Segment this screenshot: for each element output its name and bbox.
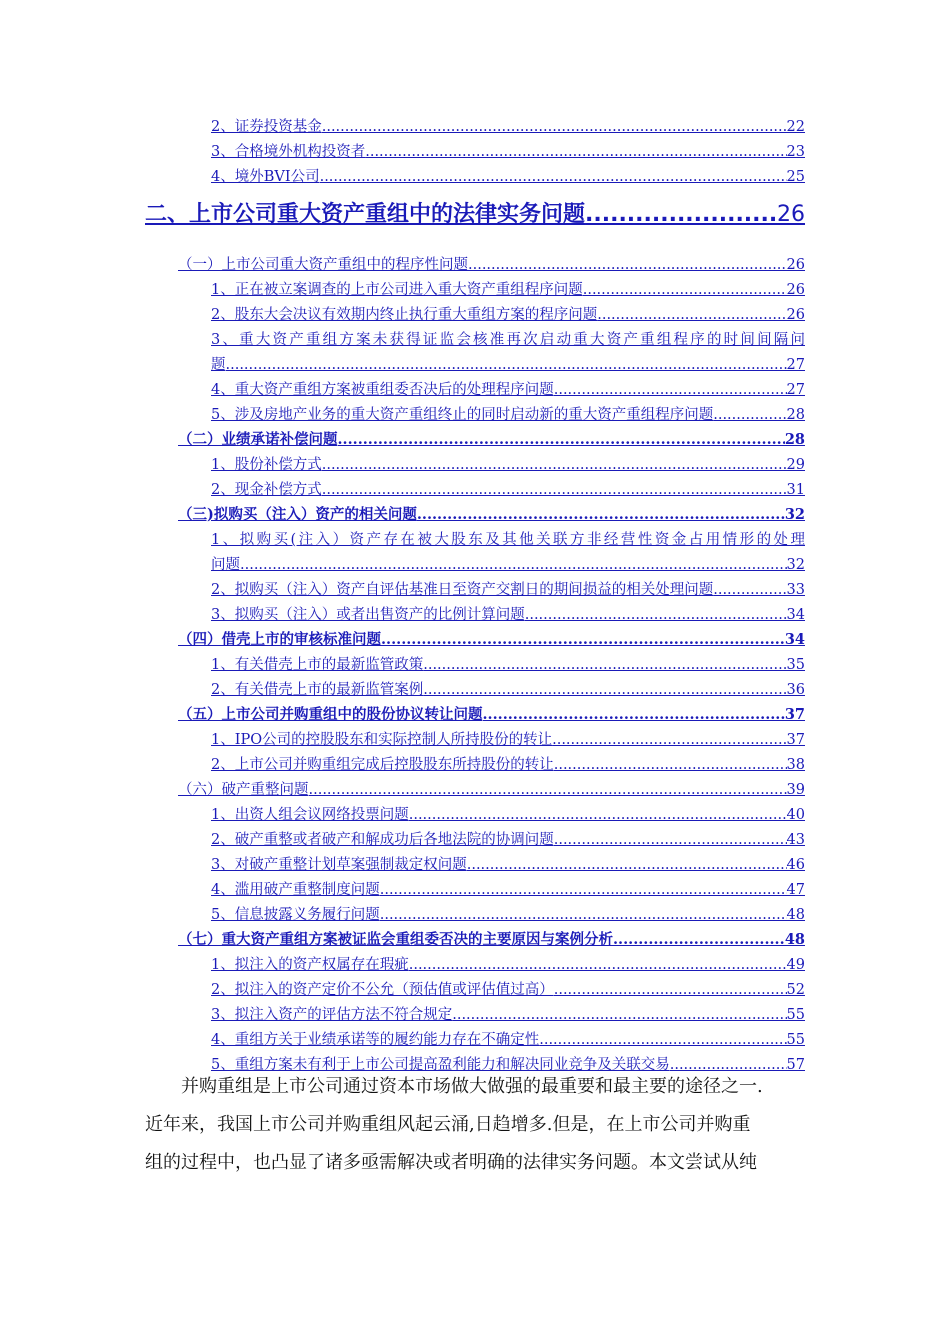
toc-leader-dots (713, 406, 786, 424)
body-text-line: 组的过程中，也凸显了诸多亟需解决或者明确的法律实务问题。本文尝试从纯 (145, 1152, 757, 1173)
toc-entry-label: 1、股份补偿方式 (211, 457, 322, 473)
toc-entry-label: 1、出资人组会议网络投票问题 (211, 807, 409, 823)
toc-entry[interactable] (211, 906, 805, 924)
toc-entry[interactable] (211, 606, 805, 624)
toc-entry-label: 2、股东大会决议有效期内终止执行重大重组方案的程序问题 (211, 307, 598, 323)
toc-page-number: 48 (786, 907, 805, 923)
toc-entry-label: （一）上市公司重大资产重组中的程序性问题 (178, 257, 468, 273)
toc-entry-label: （七）重大资产重组方案被证监会重组委否决的主要原因与案例分析 (178, 931, 613, 948)
toc-leader-dots (554, 981, 787, 999)
toc-entry-label: 1、IPO公司的控股股东和实际控制人所持股份的转让 (211, 732, 553, 748)
toc-entry-label: 3、拟购买（注入）或者出售资产的比例计算问题 (211, 607, 525, 623)
toc-entry-label: 5、涉及房地产业务的重大资产重组终止的同时启动新的重大资产重组程序问题 (211, 407, 714, 423)
toc-page-number: 52 (786, 982, 805, 998)
toc-leader-dots (226, 356, 787, 374)
toc-leader-dots (417, 506, 785, 524)
toc-page-number: 32 (786, 557, 805, 573)
toc-entry[interactable] (211, 356, 805, 374)
toc-entry-label: 1、拟注入的资产权属存在瑕疵 (211, 957, 409, 973)
toc-page-number: 37 (786, 732, 805, 748)
toc-entry[interactable] (211, 1031, 805, 1049)
toc-entry[interactable] (211, 756, 805, 774)
toc-leader-dots (483, 706, 785, 724)
toc-section-entry[interactable] (178, 781, 805, 799)
toc-entry-label: 2、拟注入的资产定价不公允（预估值或评估值过高） (211, 982, 554, 998)
toc-leader-dots (525, 606, 787, 624)
toc-leader-dots (554, 381, 787, 399)
toc-entry-label: 1、正在被立案调查的上市公司进入重大资产重组程序问题 (211, 282, 583, 298)
toc-entry-label: 1、有关借壳上市的最新监管政策 (211, 657, 424, 673)
toc-page-number: 31 (786, 482, 805, 498)
toc-entry[interactable] (211, 481, 805, 499)
toc-page-number: 28 (784, 431, 805, 448)
toc-page-number: 47 (786, 882, 805, 898)
toc-leader-dots (423, 656, 786, 674)
toc-entry-label: （四）借壳上市的审核标准问题 (178, 631, 381, 648)
toc-entry-label: 2、上市公司并购重组完成后控股股东所持股份的转让 (211, 757, 554, 773)
toc-leader-dots (468, 256, 787, 274)
toc-entry-label: 3、合格境外机构投资者 (211, 144, 366, 160)
toc-leader-dots (597, 306, 786, 324)
toc-page-number: 35 (786, 657, 805, 673)
toc-entry-label: （三)拟购买（注入）资产的相关问题 (178, 506, 417, 523)
toc-chapter-entry[interactable] (145, 201, 805, 229)
toc-entry[interactable] (211, 143, 805, 161)
toc-leader-dots (554, 756, 787, 774)
toc-page-number: 26 (786, 307, 805, 323)
toc-entry[interactable] (211, 581, 805, 599)
toc-page-number: 33 (786, 582, 805, 598)
toc-page-number: 43 (786, 832, 805, 848)
toc-page-number: 23 (786, 144, 805, 160)
toc-entry[interactable] (211, 956, 805, 974)
toc-page-number: 37 (784, 706, 805, 723)
toc-section-entry[interactable] (178, 706, 805, 724)
toc-page-number: 28 (786, 407, 805, 423)
toc-entry-label: 4、重组方关于业绩承诺等的履约能力存在不确定性 (211, 1032, 540, 1048)
toc-page-number: 57 (786, 1057, 805, 1073)
toc-page-number: 26 (777, 202, 805, 227)
toc-entry-label: （六）破产重整问题 (178, 782, 309, 798)
toc-page-number: 26 (786, 257, 805, 273)
toc-section-entry[interactable] (178, 506, 805, 524)
toc-leader-dots (539, 1031, 786, 1049)
toc-leader-dots (670, 1056, 787, 1074)
toc-page-number: 22 (786, 119, 805, 135)
toc-entry-label: 5、信息披露义务履行问题 (211, 907, 380, 923)
toc-leader-dots (585, 201, 777, 229)
toc-entry[interactable] (211, 168, 805, 186)
toc-leader-dots (613, 931, 785, 949)
toc-entry-label: 题 (211, 357, 226, 373)
toc-page-number: 27 (786, 382, 805, 398)
toc-leader-dots (554, 831, 787, 849)
toc-entry[interactable] (211, 118, 805, 136)
toc-entry[interactable] (211, 831, 805, 849)
toc-entry[interactable] (211, 881, 805, 899)
toc-entry-label: 2、证券投资基金 (211, 119, 322, 135)
toc-leader-dots (380, 906, 787, 924)
toc-entry[interactable] (211, 456, 805, 474)
toc-entry[interactable] (211, 731, 805, 749)
toc-entry[interactable] (211, 1006, 805, 1024)
toc-entry-label: 5、重组方案未有利于上市公司提高盈利能力和解决同业竞争及关联交易 (211, 1057, 670, 1073)
toc-leader-dots (309, 781, 787, 799)
toc-leader-dots (338, 431, 785, 449)
toc-entry[interactable] (211, 981, 805, 999)
toc-page-number: 55 (786, 1032, 805, 1048)
toc-entry[interactable] (211, 656, 805, 674)
toc-entry[interactable] (211, 306, 805, 324)
toc-entry-label: 4、境外BVI公司 (211, 169, 320, 185)
toc-leader-dots (409, 956, 787, 974)
toc-page-number: 40 (786, 807, 805, 823)
toc-entry-label: （二）业绩承诺补偿问题 (178, 431, 338, 448)
toc-leader-dots (409, 806, 787, 824)
toc-page-number: 25 (786, 169, 805, 185)
toc-page-number: 32 (784, 506, 805, 523)
toc-entry-label: 4、重大资产重组方案被重组委否决后的处理程序问题 (211, 382, 554, 398)
toc-chapter-label: 二、上市公司重大资产重组中的法律实务问题 (145, 202, 586, 227)
toc-leader-dots (423, 681, 786, 699)
toc-entry[interactable] (211, 556, 805, 574)
toc-page-number: 55 (786, 1007, 805, 1023)
toc-entry-label: 3、拟注入资产的评估方法不符合规定 (211, 1007, 453, 1023)
toc-leader-dots (320, 168, 787, 186)
toc-leader-dots (365, 143, 786, 161)
toc-entry-wrapped-line[interactable]: 3、重大资产重组方案未获得证监会核准再次启动重大资产重组程序的时间间隔问 (211, 332, 805, 348)
toc-section-entry[interactable] (178, 256, 805, 274)
toc-entry[interactable] (211, 381, 805, 399)
toc-leader-dots (322, 481, 787, 499)
toc-entry-label: 3、对破产重整计划草案强制裁定权问题 (211, 857, 467, 873)
toc-entry[interactable] (211, 806, 805, 824)
toc-leader-dots (713, 581, 786, 599)
toc-leader-dots (467, 856, 787, 874)
toc-page-number: 36 (786, 682, 805, 698)
toc-section-entry[interactable] (178, 431, 805, 449)
toc-entry-label: 2、拟购买（注入）资产自评估基准日至资产交割日的期间损益的相关处理问题 (211, 582, 714, 598)
toc-entry[interactable] (211, 856, 805, 874)
toc-leader-dots (552, 731, 786, 749)
toc-page-number: 39 (786, 782, 805, 798)
toc-entry[interactable] (211, 681, 805, 699)
toc-leader-dots (240, 556, 787, 574)
toc-section-entry[interactable] (178, 631, 805, 649)
toc-entry[interactable] (211, 281, 805, 299)
toc-page-number: 27 (786, 357, 805, 373)
toc-entry-wrapped-line[interactable]: 1、拟购买(注入）资产存在被大股东及其他关联方非经营性资金占用情形的处理 (211, 532, 805, 548)
toc-leader-dots (583, 281, 787, 299)
toc-entry-label: 问题 (211, 557, 240, 573)
toc-entry[interactable] (211, 406, 805, 424)
toc-section-entry[interactable] (178, 931, 805, 949)
toc-page-number: 34 (784, 631, 805, 648)
toc-leader-dots (380, 881, 787, 899)
toc-entry-label: 2、有关借壳上市的最新监管案例 (211, 682, 424, 698)
toc-page-number: 46 (786, 857, 805, 873)
toc-leader-dots (452, 1006, 786, 1024)
toc-page-number: 48 (784, 931, 805, 948)
toc-leader-dots (322, 118, 787, 136)
toc-page-number: 38 (786, 757, 805, 773)
toc-entry-label: 4、滥用破产重整制度问题 (211, 882, 380, 898)
toc-leader-dots (381, 631, 785, 649)
toc-entry-label: （五）上市公司并购重组中的股份协议转让问题 (178, 706, 483, 723)
toc-page-number: 34 (786, 607, 805, 623)
toc-page-number: 29 (786, 457, 805, 473)
toc-page-number: 49 (786, 957, 805, 973)
toc-leader-dots (322, 456, 787, 474)
toc-page-number: 26 (786, 282, 805, 298)
toc-entry[interactable] (211, 1056, 805, 1074)
toc-entry-label: 2、现金补偿方式 (211, 482, 322, 498)
body-text-line: 并购重组是上市公司通过资本市场做大做强的最重要和最主要的途径之一. (181, 1076, 763, 1097)
body-text-line: 近年来，我国上市公司并购重组风起云涌,日趋增多.但是，在上市公司并购重 (145, 1114, 751, 1135)
toc-entry-label: 2、破产重整或者破产和解成功后各地法院的协调问题 (211, 832, 554, 848)
